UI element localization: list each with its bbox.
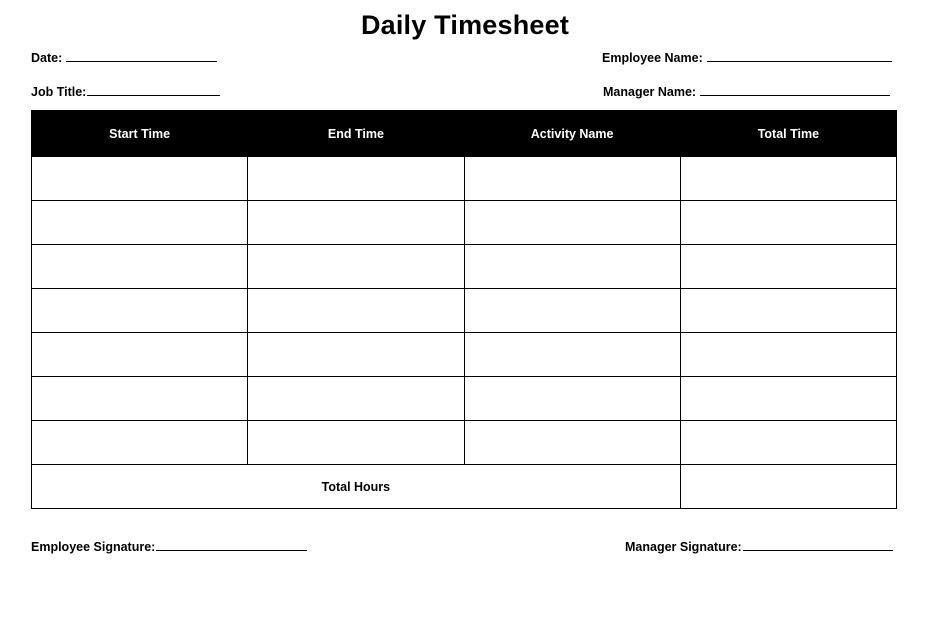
job-title-field	[31, 84, 220, 99]
total-time-cell[interactable]	[680, 421, 896, 465]
start-time-cell[interactable]	[32, 333, 248, 377]
activity-name-cell[interactable]	[464, 377, 680, 421]
total-time-cell[interactable]	[680, 245, 896, 289]
table-row	[32, 201, 897, 245]
manager-name-label: Manager Name:	[603, 85, 697, 99]
employee-signature-label: Employee Signature:	[31, 540, 156, 554]
table-row	[32, 421, 897, 465]
start-time-cell[interactable]	[32, 377, 248, 421]
manager-name-field	[603, 84, 890, 99]
table-row	[32, 333, 897, 377]
date-field	[31, 50, 217, 65]
start-time-cell[interactable]	[32, 421, 248, 465]
end-time-cell[interactable]	[248, 377, 464, 421]
activity-name-cell[interactable]	[464, 421, 680, 465]
table-row	[32, 377, 897, 421]
end-time-cell[interactable]	[248, 333, 464, 377]
table-total-row	[32, 465, 897, 509]
total-hours-cell[interactable]	[680, 465, 896, 509]
end-time-cell[interactable]	[248, 157, 464, 201]
start-time-cell[interactable]	[32, 289, 248, 333]
end-time-cell[interactable]	[248, 201, 464, 245]
column-header-end-time: End Time	[248, 111, 464, 157]
table-body	[32, 157, 897, 509]
job-title-label: Job Title:	[31, 85, 87, 99]
total-time-cell[interactable]	[680, 157, 896, 201]
column-header-start-time: Start Time	[32, 111, 248, 157]
activity-name-cell[interactable]	[464, 289, 680, 333]
employee-signature-field	[31, 539, 307, 554]
activity-name-cell[interactable]	[464, 157, 680, 201]
manager-name-input-line[interactable]	[700, 84, 890, 96]
manager-signature-label: Manager Signature:	[625, 540, 742, 554]
table-row	[32, 157, 897, 201]
end-time-cell[interactable]	[248, 421, 464, 465]
date-label: Date:	[31, 51, 63, 65]
total-time-cell[interactable]	[680, 377, 896, 421]
timesheet-table	[31, 110, 897, 509]
column-header-activity-name: Activity Name	[464, 111, 680, 157]
column-header-total-time: Total Time	[680, 111, 896, 157]
employee-name-label: Employee Name:	[602, 51, 703, 65]
start-time-cell[interactable]	[32, 157, 248, 201]
start-time-cell[interactable]	[32, 245, 248, 289]
activity-name-cell[interactable]	[464, 245, 680, 289]
total-hours-label: Total Hours	[32, 465, 681, 509]
manager-signature-line[interactable]	[743, 539, 893, 551]
job-title-input-line[interactable]	[87, 84, 220, 96]
table-header-row	[32, 111, 897, 157]
employee-name-field	[602, 50, 892, 65]
manager-signature-field	[625, 539, 893, 554]
end-time-cell[interactable]	[248, 289, 464, 333]
table-row	[32, 245, 897, 289]
activity-name-cell[interactable]	[464, 333, 680, 377]
total-time-cell[interactable]	[680, 289, 896, 333]
start-time-cell[interactable]	[32, 201, 248, 245]
total-time-cell[interactable]	[680, 333, 896, 377]
employee-signature-line[interactable]	[156, 539, 307, 551]
end-time-cell[interactable]	[248, 245, 464, 289]
page-title: Daily Timesheet	[360, 10, 570, 40]
date-input-line[interactable]	[66, 50, 217, 62]
activity-name-cell[interactable]	[464, 201, 680, 245]
total-time-cell[interactable]	[680, 201, 896, 245]
employee-name-input-line[interactable]	[707, 50, 892, 62]
table-row	[32, 289, 897, 333]
